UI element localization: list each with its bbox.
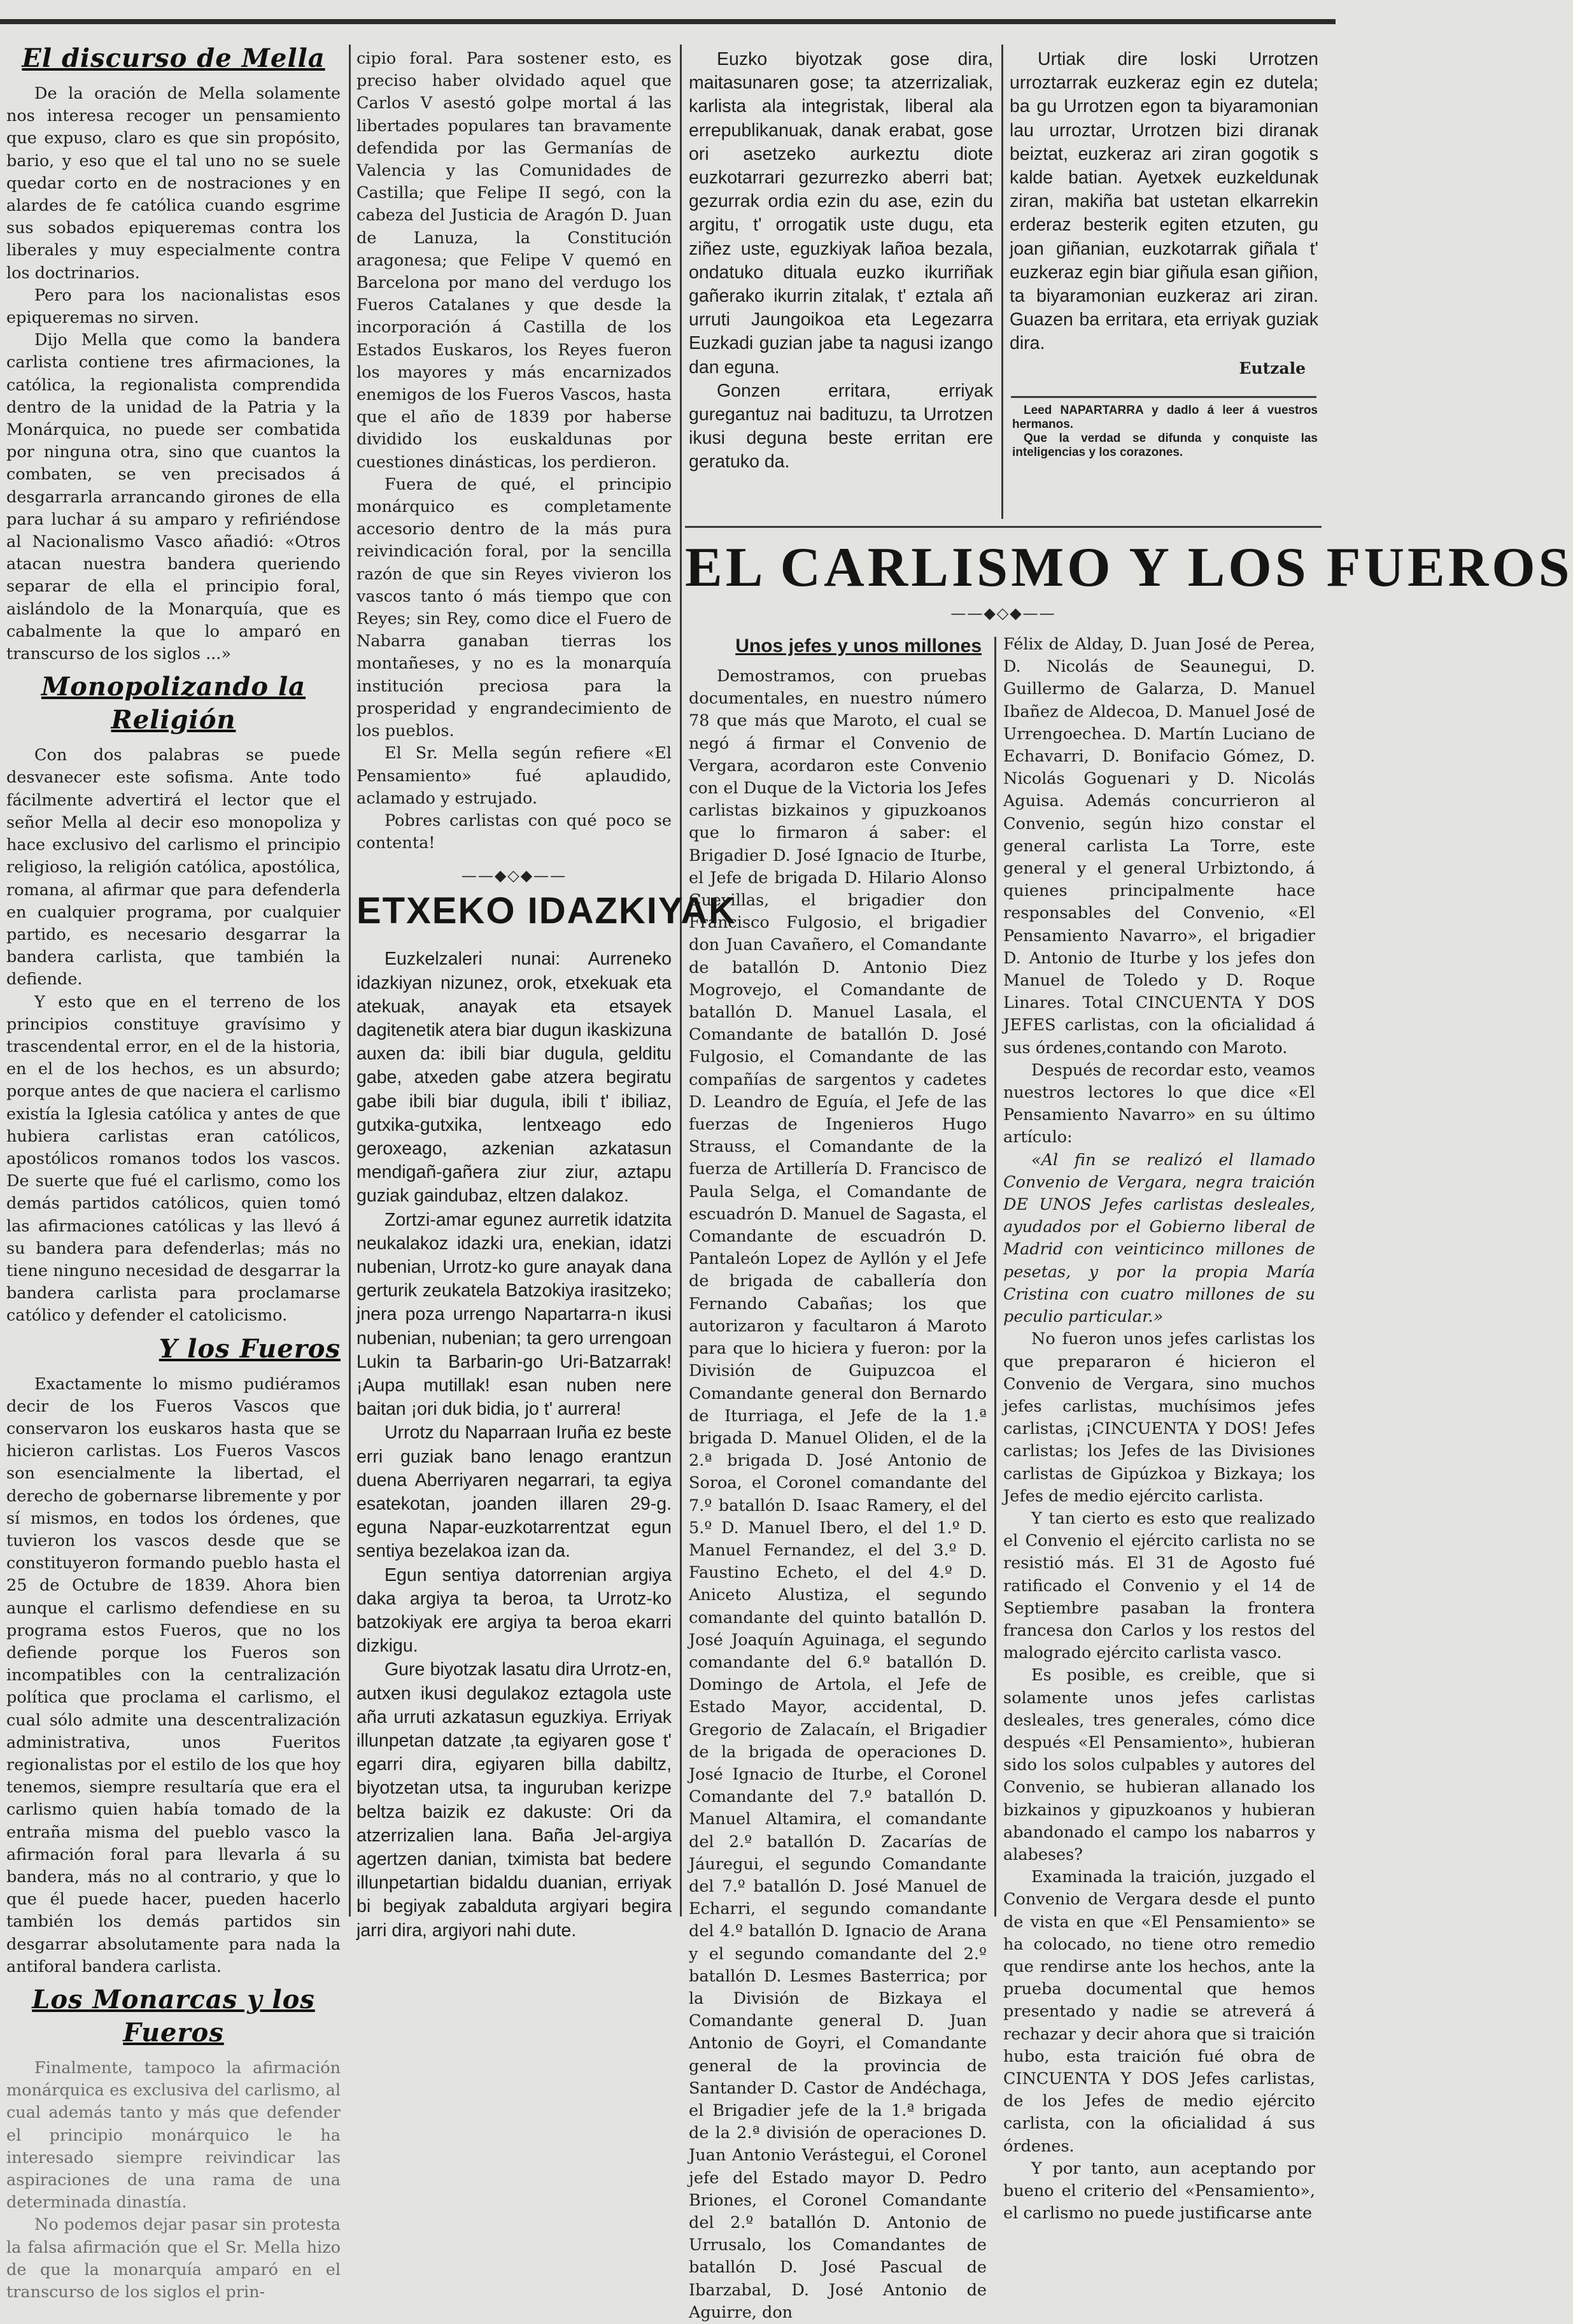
article-paragraph: «Al fin se realizó el llamado Convenio de Vergara, negra traición DE UNOS Jefes carlistas desleales, ayudados por el Gobierno liberal de Madrid con veinticinco millones de pesetas, y por la propia María Cristina con cuatro millones de su peculio particular.»: [1003, 1150, 1315, 1327]
article-paragraph: Y por tanto, aun aceptando por bueno el criterio del «Pensamiento», el carlismo no puede justificarse ante: [1003, 2158, 1315, 2223]
article-paragraph: Gonzen erritara, erriyak guregantuz nai badituzu, ta Urrotzen ikusi deguna beste erritan ere geratuko da.: [689, 380, 993, 472]
notice-text: Leed NAPARTARRA y dadlo á leer á vuestros hermanos.: [1012, 404, 1318, 431]
column-6: [1003, 634, 1315, 2223]
column-1: [6, 37, 341, 2302]
column-3-top: [689, 48, 993, 519]
article-paragraph: Euzkelzaleri nunai: Aurreneko idazkiyan nizunez, orok, etxekuak eta atekuak, anayak eta etsayek dagitenetik atera biar dugun ikaskizuna auxen da: ibili biar dugula, gelditu gabe, atxeden gabe atzera begiratu gabe ibili biar dugula, ibili t' ibiliaz, gutxika-gutxika, lentxeago edo geroxeago, azkenian azkatasun mendigañ-gañera ziur ziur, aztapu guziak gaindubaz, eltzen dalakoz.: [356, 949, 672, 1207]
etxeko-idazkiyak-title: ETXEKO IDAZKIYAK: [356, 890, 737, 932]
article-paragraph: Fuera de qué, el principio monárquico es completamente accesorio dentro de la más pura reivindicación foral, por la sencilla razón de que sin Reyes vivieron los vascos tanto ó más tiempo que con Reyes; sin Rey, como dice el Fuero de Nabarra ganaban tierras los montañeses, y no es la monarquía institución preciosa para la prosperidad y engrandecimiento de los pueblos.: [356, 474, 672, 741]
article-paragraph: Pero para los nacionalistas esos epiqueremas no sirven.: [6, 285, 341, 328]
section-rule: [1011, 396, 1316, 398]
top-rule: [0, 19, 1336, 24]
column-rule: [680, 45, 682, 1917]
article-paragraph: Urtiak dire loski Urrotzen urroztarrak euzkeraz egin ez dutela; ba gu Urrotzen egon ta biyaramonian lau urroztar, Urrotzen bizi diranak beiztat, euzkeraz ari ziran gogotik s kalde batian. Ayetxek euzkeldunak ziran, makiña bat ustetan elkarrekin erderaz besterik egiten etzuten, gu joan giñanian, euzkotarrak giñala t' euzkeraz egin biar giñula esan giñion, ta biyaramonian euzkeraz ari ziran. Guazen ba erritara, eta erriyak guziak dira.: [1010, 49, 1318, 354]
main-headline: EL CARLISMO Y LOS FUEROS: [685, 537, 1573, 599]
article-paragraph: Examinada la traición, juzgado el Convenio de Vergara desde el punto de vista en que «El Pensamiento» se ha colocado, no tiene otro remedio que rendirse ante los hechos, ante la prueba documental que hemos presentado y nadie se atreverá á rechazar y decir ahora que si traición hubo, esta traición fué obra de CINCUENTA Y DOS Jefes carlistas, de los Jefes de medio ejército carlista, con la oficialidad á sus órdenes.: [1003, 1867, 1315, 2156]
column-rule: [349, 45, 351, 1917]
article-paragraph: No podemos dejar pasar sin protesta la falsa afirmación que el Sr. Mella hizo de que la monarquía amparó en el transcurso de los siglos el prin-: [6, 2215, 341, 2302]
article-paragraph: cipio foral. Para sostener esto, es preciso haber olvidado aquel que Carlos V asestó golpe mortal á las libertades populares tan bravamente defendida por las Germanías de Valencia y las Comunidades de Castilla; que Felipe II segó, con la cabeza del Justicia de Aragón D. Juan de Lanuza, la Constitución aragonesa; que Felipe V quemó en Barcelona por mano del verdugo los Fueros Catalanes y que desde la incorporación á Castilla de los Estados Euskaros, los Reyes fueron los mayores y más encarnizados enemigos de los Fueros Vascos, hasta que el año de 1839 por haberse dividido los euskaldunas por cuestiones dinásticas, los perdieron.: [356, 49, 672, 472]
article-paragraph: Es posible, es creible, que si solamente unos jefes carlistas desleales, tres generales, cómo dice después «El Pensamiento», hubieran sido los solos culpables y autores del Convenio, se hubieran allanado los bizkainos y gipuzkoanos y hubieran abandonado el campo los nabarros y alabeses?: [1003, 1666, 1315, 1864]
article-paragraph: Félix de Alday, D. Juan José de Perea, D. Nicolás de Seaunegui, D. Guillermo de Galarza, D. Manuel Ibañez de Aldecoa, D. Manuel José de Urrengoechea. D. Martín Luciano de Echavarri, D. Bonifacio Gómez, D. Nicolás Goguenari y D. Nicolás Aguisa. Además concurrieron al Convenio, según hizo constar el general carlista La Torre, este general y el general Urbiztondo, á quienes principalmente hace responsables del Convenio, «El Pensamiento Navarro», el brigadier D. Antonio de Iturbe y los jefes don Manuel de Toledo y D. Roque Linares. Total CINCUENTA Y DOS JEFES carlistas, con la oficialidad á sus órdenes,contando con Maroto.: [1003, 635, 1315, 1058]
article-paragraph: Exactamente lo mismo pudiéramos decir de los Fueros Vascos que conservaron los euskaros hasta que se hicieron carlistas. Los Fueros Vascos son esencialmente la libertad, el derecho de gobernarse libremente y por sí mismos, en todos los órdenes, que tuvieron los vascos desde que se constituyeron formando pueblo hasta el 25 de Octubre de 1839. Ahora bien aunque el carlismo defendiese en su programa estos Fueros, que no los defiende porque los Fueros son incompatibles con la centralización política que proclama el carlismo, el cual sólo admite una descentralización administrativa, unos Fueritos regionalistas por el estilo de los que hoy tenemos, siempre resultaría que era el carlismo quien había tomado de la entraña misma del pueblo vasco la afirmación foral para llevarla á su bandera, más no al contrario, y que lo que él puede hacer, pueden hacerlo también los demás partidos sin desgarrar absolutamente para nada la antiforal bandera carlista.: [6, 1374, 341, 1976]
column-rule: [1001, 45, 1003, 519]
article-paragraph: Urrotz du Naparraan Iruña ez beste erri guziak bano lenago erantzun duena Aberriyaren negarrari, ta egiya esatekotan, joanden illaren 29-g. eguna Napar-euzkotarrentzat egun sentiya bezelakoa izan da.: [356, 1422, 672, 1562]
article-paragraph: Y tan cierto es esto que realizado el Convenio el ejército carlista no se resistió más. El 31 de Agosto fué ratificado el Convenio y el 14 de Septiembre pasaban la frontera francesa don Carlos y los restos del malogrado ejército carlista vasco.: [1003, 1508, 1315, 1663]
article-paragraph: El Sr. Mella según refiere «El Pensamiento» fué aplaudido, aclamado y estrujado.: [356, 744, 672, 808]
article-paragraph: Y esto que en el terreno de los principios constituye gravísimo y trascendental error, en el de la historia, en el de los hechos, es un absurdo; porque antes de que naciera el carlismo existía la Iglesia católica y antes de que hubiera carlistas eran católicos, apostólicos romanos todos los vascos. De suerte que fué el carlismo, como los demás partidos católicos, quien tomó las afirmaciones católicas y las llevó á su bandera para defenderlas; más no tiene ninguno necesidad de desgarrar la bandera carlista para proclamarse católico y defender el catolicismo.: [6, 992, 341, 1326]
ornament-divider: ——◆◇◆——: [461, 867, 567, 885]
article-paragraph: De la oración de Mella solamente nos interesa recoger un pensamiento que expuso, claro es que sin propósito, bario, y eso que el tal uno no se suele quedar corto en de nostraciones y en alardes de fe católica cuando esgrime sus sobados epiqueremas contra los liberales y muy especialmente contra los doctrinarios.: [6, 84, 341, 283]
article-paragraph: Después de recordar esto, veamos nuestros lectores lo que dice «El Pensamiento Navarro» en su último artículo:: [1003, 1060, 1315, 1147]
ornament-divider: ——◆◇◆——: [950, 604, 1056, 622]
heading-monarcas-fueros: Los Monarcas y los Fueros: [32, 1985, 315, 2048]
subheading-unos-jefes: Unos jefes y unos millones: [735, 635, 982, 656]
notice-box: [1012, 404, 1318, 515]
column-4-top: [1010, 48, 1318, 392]
section-rule: [685, 526, 1322, 528]
heading-monopolizando: Monopolizando la Religión: [41, 672, 306, 735]
article-paragraph: Gure biyotzak lasatu dira Urrotz-en, autxen ikusi degulakoz eztagola uste aña urruti azkatasun eguzkiya. Erriyak illunpetan datzate ,ta egiyaren gose t' egarri dira, egiyaren billa dabiltz, biyotzetan utsa, ta inguruban kerizpe beltza baizik ez dakuste: Ori da atzerrizalien lana. Baña Jel-argiya agertzen danian, tximista bat bedere illunpetartian bidaldu duanian, erriyak bi begiyak zabalduta argiyari begira jarri dira, argiyori nahi dute.: [356, 1659, 672, 1941]
article-paragraph: Zortzi-amar egunez aurretik idatzita neukalakoz idazki ura, enekian, idatzi nubenian, Urrotz-ko gure anayak dana gerturik zeukatela Batzokiya irasitzeko; jnera poza urrengo Napartarra-n ikusi nubenian, nubenian; ta gero urrengoan Lukin ta Barbarin-go Uri-Batzarrak! ¡Aupa mutillak! esan nuben nere baitan ¡ori duk bidia, jo t' aurrera!: [356, 1209, 672, 1420]
column-5: [689, 634, 987, 2322]
column-rule: [994, 637, 996, 1917]
signature: Eutzale: [1239, 358, 1306, 378]
article-paragraph: Demostramos, con pruebas documentales, en nuestro número 78 que más que Maroto, el cual se negó á firmar el Convenio de Vergara, acordaron este Convenio con el Duque de la Victoria los Jefes carlistas bizkainos y gipuzkoanos que lo firmaron á saber: el Brigadier D. José Ignacio de Iturbe, el Jefe de brigada D. Hilario Alonso Cuevillas, el brigadier don Francisco Fulgosio, el brigadier don Juan Cavañero, el Comandante de batallón D. Antonio Diez Mogrovejo, el Comandante de batallón D. Manuel Lasala, el Comandante de batallón D. José Fulgosio, el Comandante de las compañías de sargentos y cadetes D. Leandro de Eguía, el Jefe de las fuerzas de Ingenieros Hugo Strauss, el Comandante de la fuerza de Artillería D. Francisco de Paula Selga, el Comandante de escuadrón D. Manuel de Sagasta, el Comandante de escuadrón D. Pantaleón Lopez de Ayllón y el Jefe de brigada de caballería don Fernando Cabañas; los que autorizaron y facultaron á Maroto para que lo hiciera y fueron: por la División de Guipuzcoa el Comandante general don Bernardo de Iturriaga, el Jefe de la 1.ª brigada D. Manuel Oliden, el de la 2.ª brigada D. José Antonio de Soroa, el Coronel comandante del 7.º batallón D. Isaac Ramery, el del 5.º D. Manuel Ibero, el del 1.º D. Manuel Fernandez, el del 3.º D. Faustino Echeto, el del 4.º D. Aniceto Alustiza, el segundo comandante del quinto batallón D. José Joaquín Aguinaga, el segundo comandante del 6.º batallón D. Domingo de Artola, el Jefe de Estado Mayor, accidental, D. Gregorio de Zalacaín, el Brigadier de la brigada de operaciones D. José Ignacio de Iturbe, el Coronel Comandante del 7.º batallón D. Manuel Altamira, el comandante del 2.º batallón D. Zacarías de Jáuregui, el segundo Comandante del 7.º batallón D. José Manuel de Echarri, el segundo comandante del 4.º batallón D. Ignacio de Arana y el segundo comandante del 2.º batallón D. Lesmes Basterrica; por la División de Bizkaya el Comandante general D. Juan Antonio de Goyri, el Comandante general de la provincia de Santander D. Castor de Andéchaga, el Brigadier jefe de la 1.ª brigada de la 2.ª división de operaciones D. Juan Antonio Verástegui, el Coronel jefe del Estado mayor D. Pedro Briones, el Coronel Comandante del 2.º batallón D. Antonio de Urrusalo, los Comandantes de batallón D. José Pascual de Ibarzabal, D. José Antonio de Aguirre, don: [689, 667, 987, 2322]
heading-discurso-mella: El discurso de Mella: [22, 43, 325, 73]
article-paragraph: Pobres carlistas con qué poco se contenta!: [356, 811, 672, 853]
article-paragraph: Finalmente, tampoco la afirmación monárquica es exclusiva del carlismo, al cual además tanto y más que defender el principio monárquico le ha interesado siempre reivindicar las aspiraciones de una rama de una determinada dinastía.: [6, 2058, 341, 2213]
article-paragraph: No fueron unos jefes carlistas los que prepararon é hicieron el Convenio de Vergara, sino muchos jefes carlistas, muchísimos jefes carlistas, ¡CINCUENTA Y DOS! Jefes carlistas; los Jefes de las Divisiones carlistas de Gipúzkoa y Bizkaya; los Jefes de medio ejército carlista.: [1003, 1329, 1315, 1506]
notice-text: Que la verdad se difunda y conquiste las inteligencias y los corazones.: [1012, 432, 1318, 459]
article-paragraph: Euzko biyotzak gose dira, maitasunaren gose; ta atzerrizaliak, karlista ala integristak, liberal ala errepublikanuak, danak erabat, gose ori asetzeko aurkeztu diote euzkotarrari gezurrezko aberri bat; gezurrak ordia ezin du ase, ezin du argitu, t' orrogatik uste dugu, eta ziñez uste, eguzkiyak lañoa bezala, ondatuko dituala euzko ikurriñak gañerako ikurrin zitalak, t' eztala añ urruti Jaungoikoa eta Legezarra Euzkadi guzian jabe ta nagusi izango dan eguna.: [689, 49, 993, 378]
heading-y-los-fueros: Y los Fueros: [159, 1333, 341, 1364]
column-2: [356, 48, 737, 1941]
article-paragraph: Egun sentiya datorrenian argiya daka argiya ta beroa, ta Urrotz-ko batzokiyak ere argiya ta beroa ekarri dizkigu.: [356, 1564, 672, 1657]
article-paragraph: Con dos palabras se puede desvanecer este sofisma. Ante todo fácilmente advertirá el lector que el señor Mella al decir eso monopoliza y hace exclusivo del carlismo el principio religioso, la religión católica, apostólica, romana, al afirmar que para defenderla en cualquier programa, por cualquier partido, es necesario desgarrar la bandera carlista, que también la defiende.: [6, 746, 341, 989]
article-paragraph: Dijo Mella que como la bandera carlista contiene tres afirmaciones, la católica, la regionalista comprendida dentro de la unidad de la Patria y la Monárquica, no puede ser combatida por ninguna otra, sino que cuantos la combaten, se ven precisados á desgarrarla arrancando girones de ella para luchar á su amparo y refiriéndose al Nacionalismo Vasco añadió: «Otros atacan nuestra bandera queriendo separar de ella el principio foral, aislándolo de la Monarquía, que es cabalmente la que lo amparó en transcurso de los siglos ...»: [6, 330, 341, 664]
